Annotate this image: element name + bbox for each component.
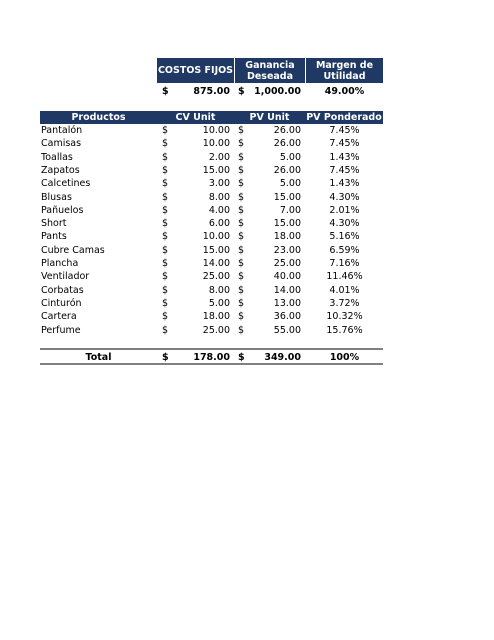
- pv-currency: $: [238, 258, 245, 269]
- total-top-border: [40, 348, 383, 350]
- pv-ponderado-value: 4.30%: [329, 191, 360, 203]
- pv-currency: $: [238, 151, 245, 163]
- pv-ponderado-value: 6.59%: [329, 244, 360, 256]
- header-productos: Productos: [40, 111, 157, 124]
- pv-unit-value: 40.00: [273, 271, 301, 283]
- total-bottom-border: [40, 363, 383, 365]
- cv-unit-value: 6.00: [208, 218, 230, 230]
- cv-currency: $: [162, 231, 169, 243]
- margen-value: 49.00%: [324, 86, 365, 97]
- pv-currency: $: [238, 311, 245, 323]
- pv-unit-value: 5.00: [279, 151, 301, 163]
- pv-ponderado-value: 7.16%: [329, 258, 360, 269]
- cv-unit-value: 2.00: [208, 151, 230, 163]
- cv-currency: $: [162, 218, 169, 230]
- pv-unit-value: 23.00: [273, 244, 301, 256]
- pv-ponderado-value: 7.45%: [329, 125, 360, 136]
- cv-currency: $: [162, 125, 169, 136]
- product-name: Cartera: [41, 311, 77, 323]
- header-ganancia-deseada: Ganancia Deseada: [235, 58, 305, 83]
- product-name: Cinturón: [41, 297, 82, 309]
- pv-currency: $: [238, 218, 245, 230]
- pv-unit-value: 36.00: [273, 311, 301, 323]
- cv-unit-value: 25.00: [202, 324, 230, 336]
- product-name: Plancha: [41, 258, 79, 269]
- pv-currency: $: [238, 297, 245, 309]
- pv-unit-value: 26.00: [273, 125, 301, 136]
- product-name: Ventilador: [41, 271, 90, 283]
- cv-currency: $: [162, 271, 169, 283]
- total-pond: 100%: [329, 352, 360, 363]
- cv-unit-value: 14.00: [202, 258, 230, 269]
- header-pv-unit: PV Unit: [234, 111, 305, 124]
- product-name: Calcetines: [41, 178, 91, 190]
- pv-currency: $: [238, 204, 245, 216]
- pv-currency: $: [238, 138, 245, 150]
- pv-currency: $: [238, 244, 245, 256]
- pv-ponderado-value: 1.43%: [329, 178, 360, 190]
- cv-currency: $: [162, 178, 169, 190]
- cv-currency: $: [162, 297, 169, 309]
- product-name: Perfume: [41, 324, 81, 336]
- header-margen-utilidad: Margen de Utilidad: [306, 58, 383, 83]
- costos-currency: $: [162, 86, 169, 97]
- costos-value: 875.00: [193, 86, 230, 97]
- pv-unit-value: 26.00: [273, 138, 301, 150]
- total-pv-currency: $: [238, 352, 245, 363]
- cv-currency: $: [162, 151, 169, 163]
- header-pv-ponderado: PV Ponderado: [306, 112, 382, 123]
- pv-unit-value: 18.00: [273, 231, 301, 243]
- pv-currency: $: [238, 164, 245, 176]
- cv-currency: $: [162, 258, 169, 269]
- pv-unit-value: 13.00: [273, 297, 301, 309]
- cv-unit-value: 15.00: [202, 164, 230, 176]
- cv-unit-value: 10.00: [202, 125, 230, 136]
- pv-currency: $: [238, 191, 245, 203]
- pv-currency: $: [238, 125, 245, 136]
- pv-ponderado-value: 7.45%: [329, 138, 360, 150]
- product-name: Pantalón: [41, 125, 83, 136]
- cv-unit-value: 10.00: [202, 138, 230, 150]
- pv-ponderado-value: 1.43%: [329, 151, 360, 163]
- cv-currency: $: [162, 324, 169, 336]
- pv-unit-value: 55.00: [273, 324, 301, 336]
- product-name: Camisas: [41, 138, 82, 150]
- pv-currency: $: [238, 271, 245, 283]
- cv-unit-value: 10.00: [202, 231, 230, 243]
- cv-currency: $: [162, 138, 169, 150]
- pv-currency: $: [238, 324, 245, 336]
- product-name: Corbatas: [41, 284, 84, 296]
- cv-unit-value: 25.00: [202, 271, 230, 283]
- pv-unit-value: 15.00: [273, 218, 301, 230]
- cv-currency: $: [162, 164, 169, 176]
- pv-currency: $: [238, 284, 245, 296]
- pv-unit-value: 15.00: [273, 191, 301, 203]
- product-name: Pañuelos: [41, 204, 84, 216]
- product-name: Zapatos: [41, 164, 80, 176]
- cv-unit-value: 4.00: [208, 204, 230, 216]
- pv-ponderado-value: 4.30%: [329, 218, 360, 230]
- pv-ponderado-value: 3.72%: [329, 297, 360, 309]
- cv-unit-value: 3.00: [208, 178, 230, 190]
- cv-currency: $: [162, 284, 169, 296]
- total-label: Total: [85, 352, 112, 363]
- cv-unit-value: 8.00: [208, 284, 230, 296]
- product-name: Pants: [41, 231, 67, 243]
- pv-ponderado-value: 11.46%: [326, 271, 363, 283]
- header-costos-fijos: COSTOS FIJOS: [157, 58, 234, 83]
- pv-currency: $: [238, 231, 245, 243]
- ganancia-currency: $: [238, 86, 245, 97]
- total-cv: 178.00: [193, 352, 230, 363]
- pv-ponderado-value: 10.32%: [326, 311, 363, 323]
- pv-unit-value: 14.00: [273, 284, 301, 296]
- pv-currency: $: [238, 178, 245, 190]
- total-cv-currency: $: [162, 352, 169, 363]
- pv-unit-value: 5.00: [279, 178, 301, 190]
- header-cv-unit: CV Unit: [157, 111, 234, 124]
- ganancia-value: 1,000.00: [254, 86, 301, 97]
- product-name: Cubre Camas: [41, 244, 105, 256]
- cv-unit-value: 8.00: [208, 191, 230, 203]
- cv-unit-value: 18.00: [202, 311, 230, 323]
- pv-ponderado-value: 5.16%: [329, 231, 360, 243]
- cv-currency: $: [162, 311, 169, 323]
- pv-ponderado-value: 7.45%: [329, 164, 360, 176]
- total-pv: 349.00: [264, 352, 301, 363]
- pv-ponderado-value: 2.01%: [329, 204, 360, 216]
- cv-currency: $: [162, 204, 169, 216]
- product-name: Short: [41, 218, 67, 230]
- pv-unit-value: 26.00: [273, 164, 301, 176]
- pv-ponderado-value: 4.01%: [329, 284, 360, 296]
- cv-unit-value: 5.00: [208, 297, 230, 309]
- product-name: Blusas: [41, 191, 72, 203]
- cv-currency: $: [162, 191, 169, 203]
- pv-ponderado-value: 15.76%: [326, 324, 363, 336]
- cv-unit-value: 15.00: [202, 244, 230, 256]
- cv-currency: $: [162, 244, 169, 256]
- pv-unit-value: 7.00: [279, 204, 301, 216]
- product-name: Toallas: [41, 151, 73, 163]
- pv-unit-value: 25.00: [273, 258, 301, 269]
